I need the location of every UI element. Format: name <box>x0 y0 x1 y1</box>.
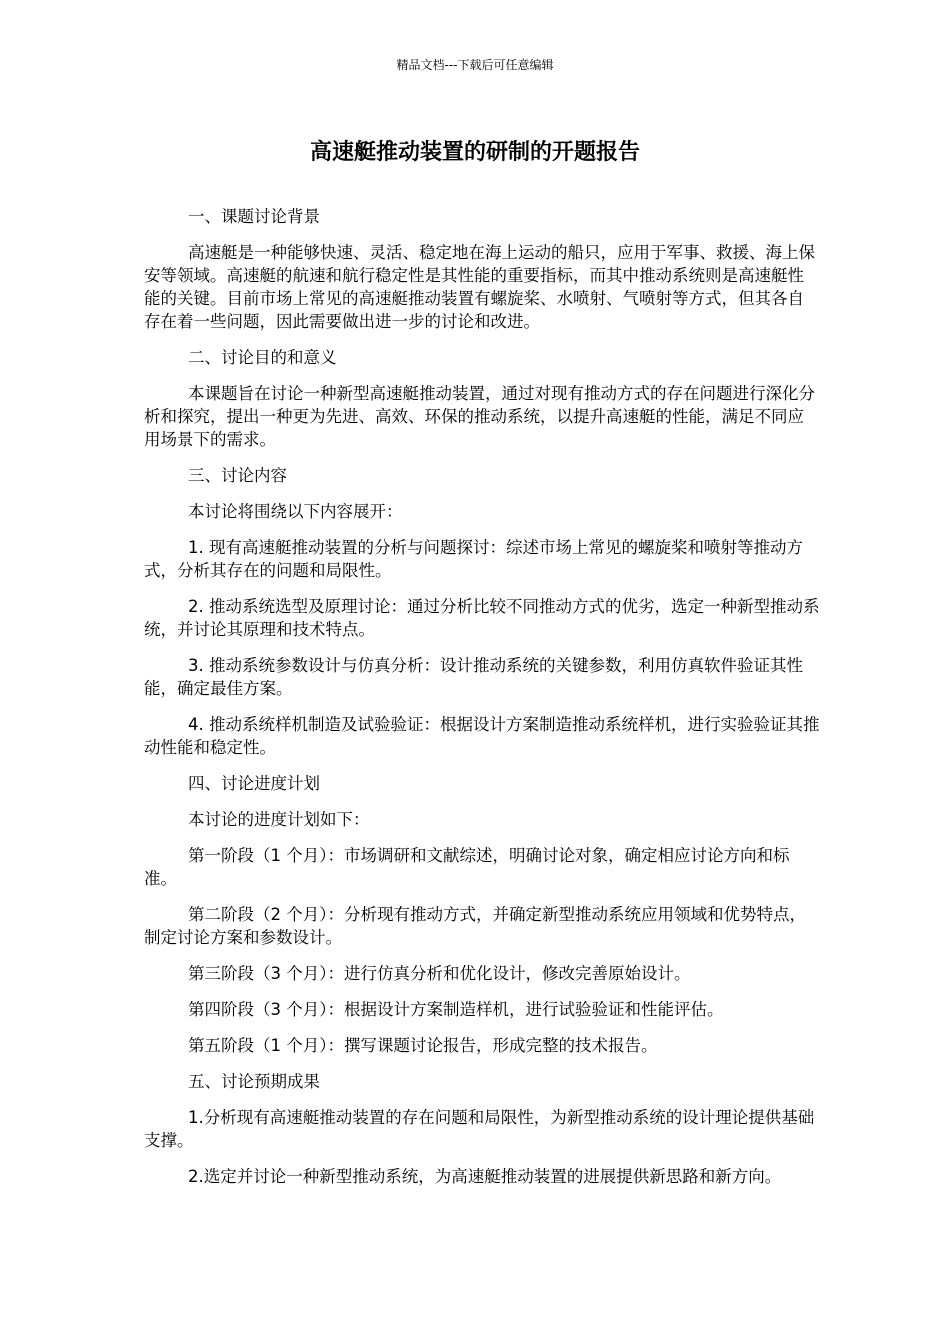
document-title: 高速艇推动装置的研制的开题报告 <box>309 140 640 165</box>
schedule-stage-4: 第四阶段（3 个月）：根据设计方案制造样机，进行试验验证和性能评估。 <box>188 1000 724 1019</box>
section-heading-schedule: 四、讨论进度计划 <box>188 774 320 793</box>
content-item-3: 3. 推动系统参数设计与仿真分析：设计推动系统的关键参数，利用仿真软件验证其性能，确定最佳方案。 <box>144 656 803 698</box>
paragraph-schedule-intro: 本讨论的进度计划如下： <box>188 810 370 829</box>
section-heading-outcomes: 五、讨论预期成果 <box>188 1072 320 1091</box>
schedule-stage-1: 第一阶段（1 个月）：市场调研和文献综述，明确讨论对象，确定相应讨论方向和标准。 <box>144 846 790 888</box>
schedule-stage-5: 第五阶段（1 个月）：撰写课题讨论报告，形成完整的技术报告。 <box>188 1036 658 1055</box>
outcome-item-2: 2.选定并讨论一种新型推动系统，为高速艇推动装置的进展提供新思路和新方向。 <box>188 1167 782 1186</box>
schedule-stage-2: 第二阶段（2 个月）：分析现有推动方式，并确定新型推动系统应用领域和优势特点，制定讨论方案和参数设计。 <box>144 905 806 947</box>
schedule-stage-3: 第三阶段（3 个月）：进行仿真分析和优化设计，修改完善原始设计。 <box>188 964 691 983</box>
content-item-4: 4. 推动系统样机制造及试验验证：根据设计方案制造推动系统样机，进行实验验证其推动性能和稳定性。 <box>144 715 820 757</box>
outcome-item-1: 1.分析现有高速艇推动装置的存在问题和局限性，为新型推动系统的设计理论提供基础支撑。 <box>144 1108 815 1150</box>
content-item-1: 1. 现有高速艇推动装置的分析与问题探讨：综述市场上常见的螺旋桨和喷射等推动方式，分析其存在的问题和局限性。 <box>144 538 803 580</box>
section-heading-purpose: 二、讨论目的和意义 <box>188 348 337 367</box>
section-heading-content: 三、讨论内容 <box>188 466 287 485</box>
document-body <box>144 205 820 1201</box>
content-item-2: 2. 推动系统选型及原理讨论：通过分析比较不同推动方式的优劣，选定一种新型推动系统，并讨论其原理和技术特点。 <box>144 597 820 639</box>
paragraph-purpose: 本课题旨在讨论一种新型高速艇推动装置，通过对现有推动方式的存在问题进行深化分析和探究，提出一种更为先进、高效、环保的推动系统，以提升高速艇的性能，满足不同应用场景下的需求。 <box>144 384 815 449</box>
paragraph-background: 高速艇是一种能够快速、灵活、稳定地在海上运动的船只，应用于军事、救援、海上保安等领域。高速艇的航速和航行稳定性是其性能的重要指标，而其中推动系统则是高速艇性能的关键。目前市场上常见的高速艇推动装置有螺旋桨、水喷射、气喷射等方式，但其各自存在着一些问题，因此需要做出进一步的讨论和改进。 <box>144 243 815 331</box>
page-header: 精品文档---下载后可任意编辑 <box>396 58 554 72</box>
section-heading-background: 一、课题讨论背景 <box>188 207 320 226</box>
paragraph-content-intro: 本讨论将围绕以下内容展开： <box>188 502 403 521</box>
